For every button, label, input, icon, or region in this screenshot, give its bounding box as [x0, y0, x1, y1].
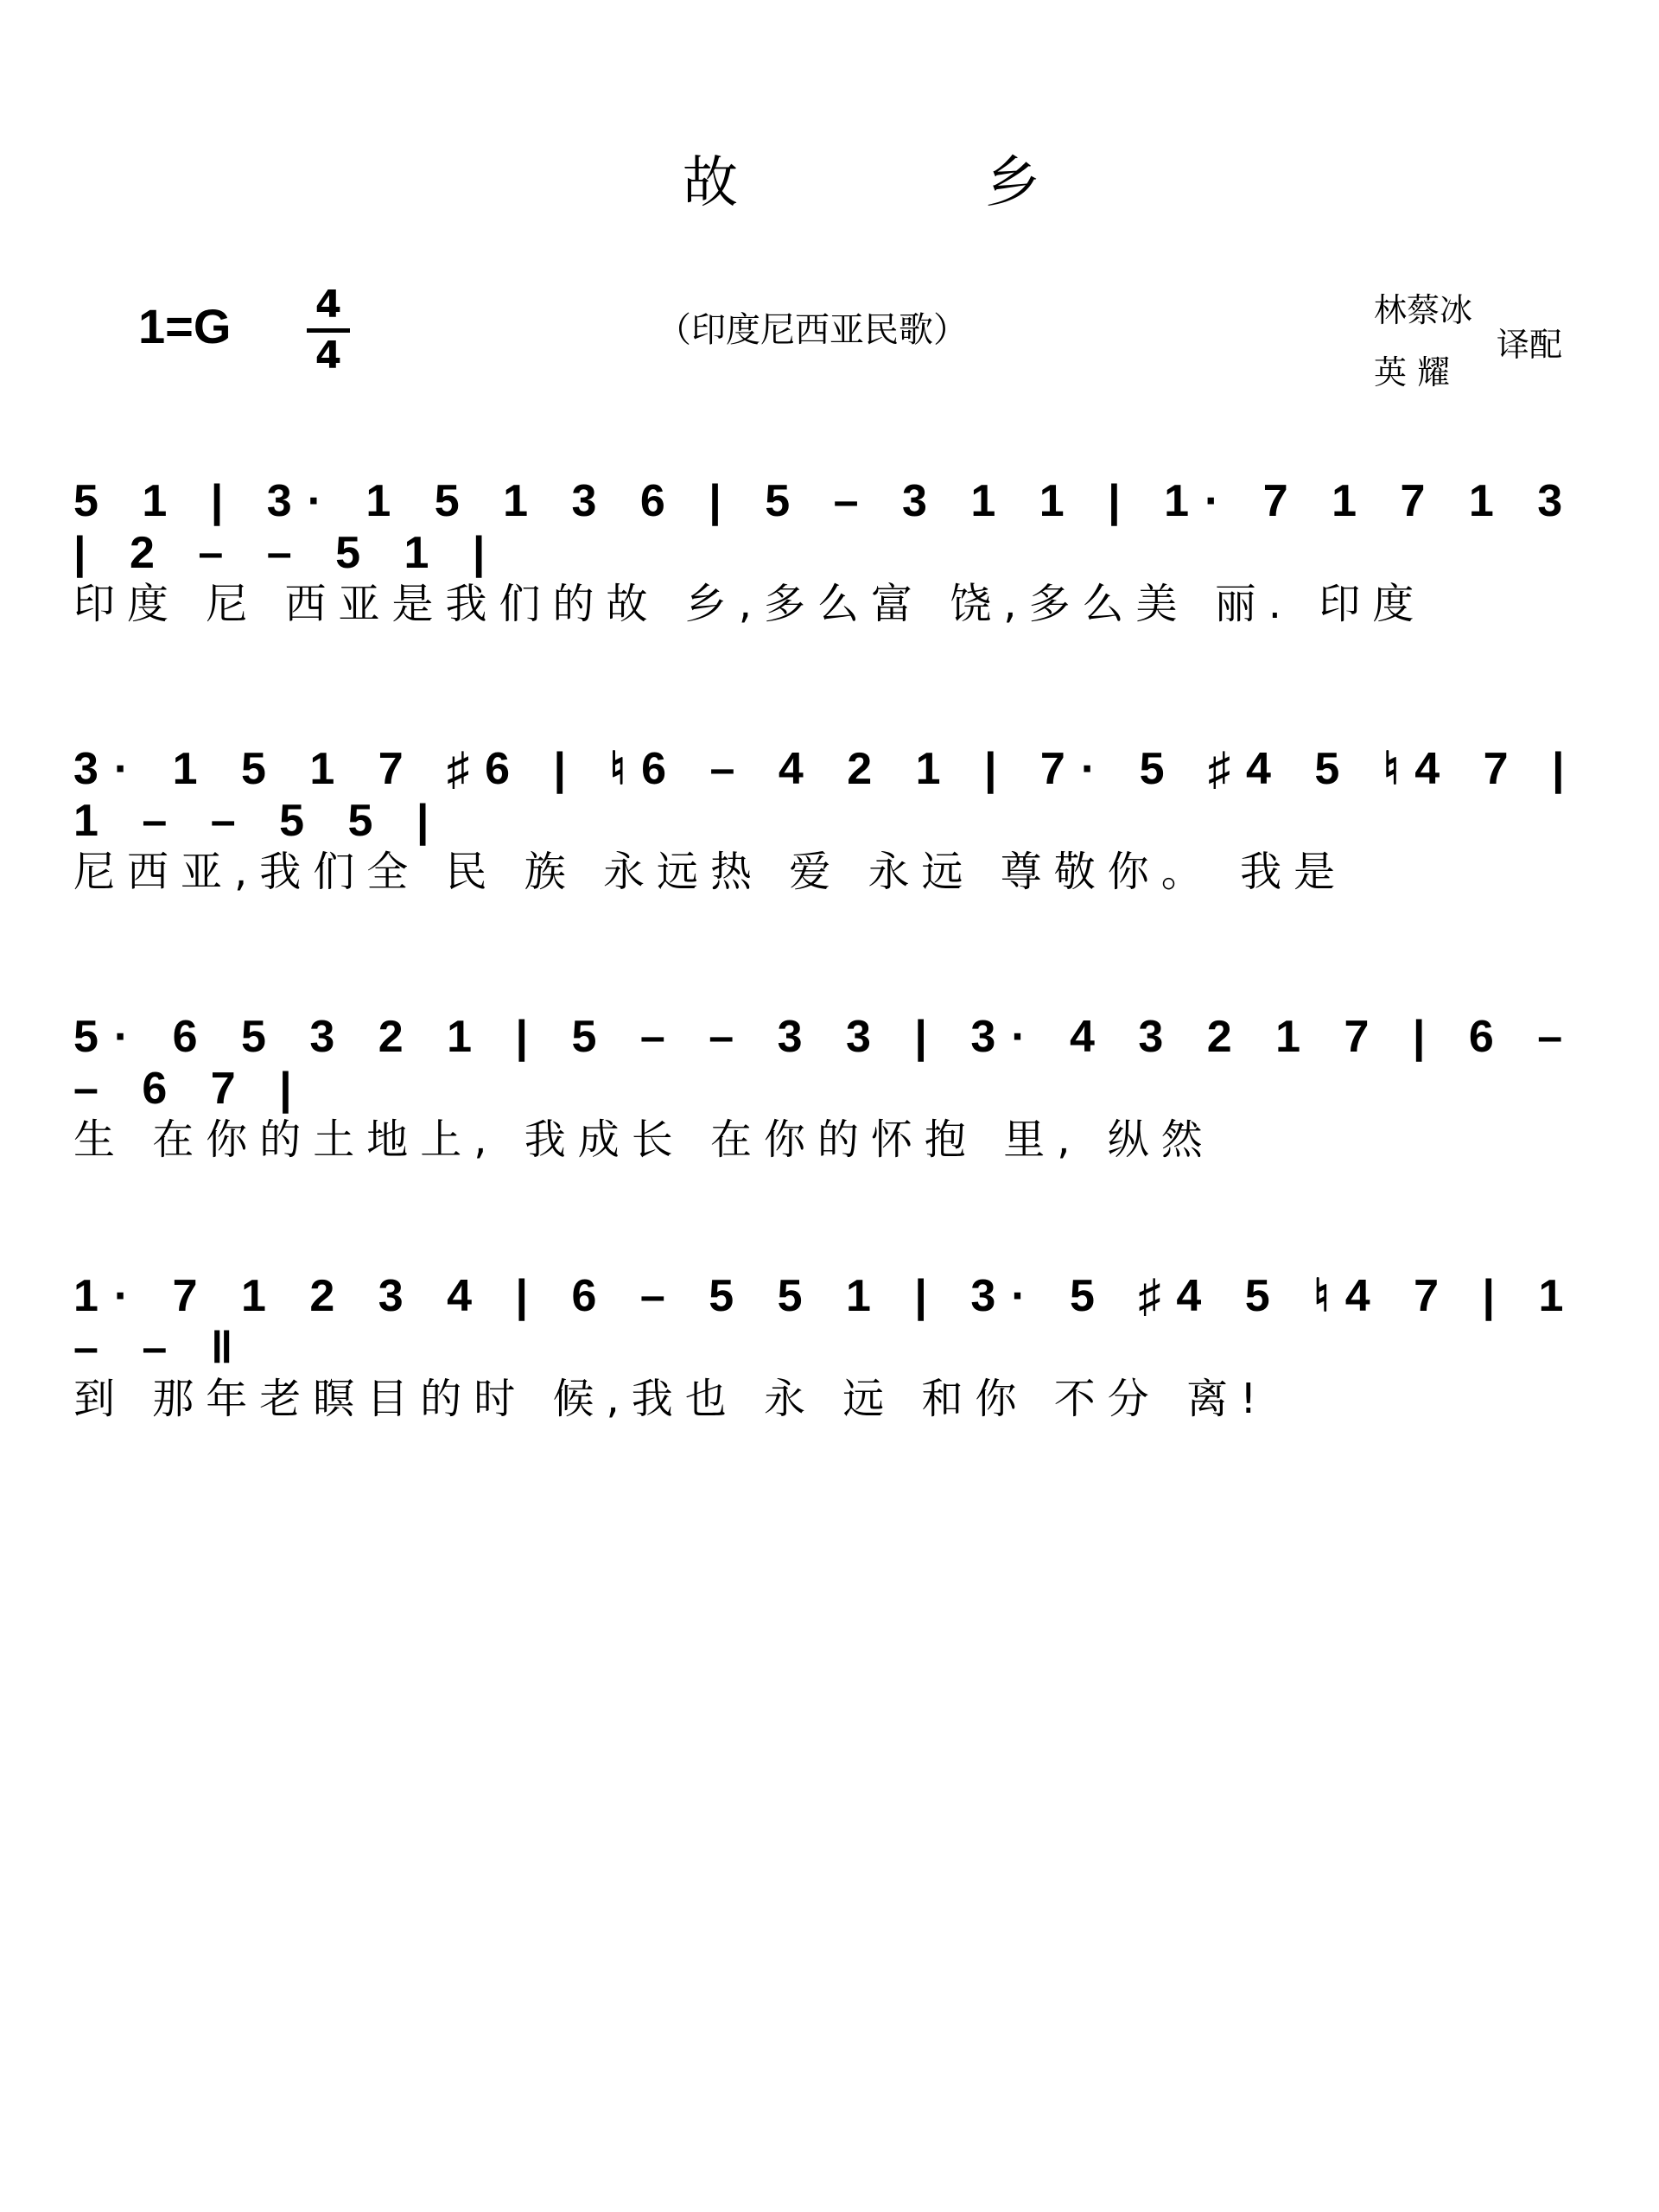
lyrics-line-4: 到 那年老瞑目的时 候,我也 永 远 和你 不分 离!: [73, 1375, 1269, 1423]
lyrics-line-3: 生 在你的土地上, 我成长 在你的怀抱 里, 纵然: [73, 1116, 1215, 1164]
key-signature: 1=G: [138, 299, 232, 353]
score-row-1: [0, 449, 1659, 648]
time-signature-bottom: 4: [315, 334, 342, 378]
credit-role: 译配: [1497, 326, 1563, 364]
score-row-3: [0, 985, 1659, 1184]
lyrics-line-1: 印度 尼 西亚是我们的故 乡,多么富 饶,多么美 丽. 印度: [73, 580, 1427, 628]
score-row-2: [0, 717, 1659, 916]
title-char-1: 故: [683, 151, 738, 215]
credit-line-1: 林蔡冰: [1374, 291, 1473, 329]
time-signature-top: 4: [315, 283, 342, 327]
credit-line-2: 英 耀: [1374, 353, 1451, 391]
notes-line-2: 3· 1 5 1 7 ♯6 | ♮6 – 4 2 1 | 7· 5 ♯4 5 ♮4 7 | 1 – – 5 5 |: [73, 744, 1580, 846]
lyrics-line-2: 尼西亚,我们全 民 族 永远热 爱 永远 尊敬你。 我是: [73, 848, 1348, 896]
notes-line-1: 5 1 | 3· 1 5 1 3 6 | 5 – 3 1 1 | 1· 7 1 7 1 3 | 2 – – 5 1 |: [73, 476, 1579, 578]
notes-line-4: 1· 7 1 2 3 4 | 6 – 5 5 1 | 3· 5 ♯4 5 ♮4 7 | 1 – – ‖: [73, 1271, 1580, 1373]
time-signature-divider: [307, 328, 350, 333]
notes-line-3: 5· 6 5 3 2 1 | 5 – – 3 3 | 3· 4 3 2 1 7 | 6 – – 6 7 |: [73, 1012, 1579, 1114]
title-char-2: 乡: [985, 151, 1040, 215]
time-signature: [307, 283, 350, 378]
song-origin: （印度尼西亚民歌）: [657, 310, 968, 350]
score-row-4: [0, 1244, 1659, 1443]
